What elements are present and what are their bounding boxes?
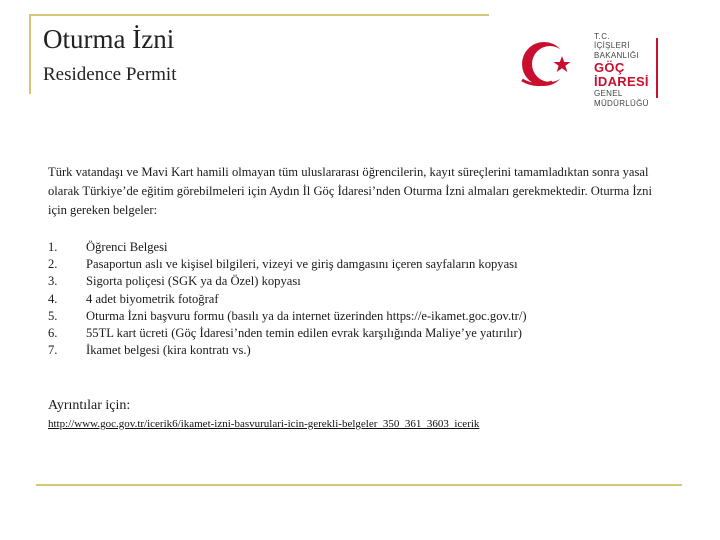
logo-line-tc: T.C. (594, 32, 611, 41)
list-item (48, 342, 688, 359)
list-item-number: 2. (48, 257, 58, 272)
list-item-text: Sigorta poliçesi (SGK ya da Özel) kopyası (86, 274, 301, 289)
list-item (48, 239, 688, 256)
page-subtitle: Residence Permit (43, 64, 177, 85)
logo-accent-bar (656, 38, 658, 98)
list-item-text: Öğrenci Belgesi (86, 240, 168, 254)
logo-line-directorate: GENEL MÜDÜRLÜĞÜ (594, 89, 649, 108)
list-item (48, 256, 688, 273)
list-item-number: 4. (48, 291, 58, 306)
frame-vertical-line (29, 14, 31, 94)
list-item-text: 4 adet biyometrik fotoğraf (86, 291, 219, 306)
goc-idaresi-logo (516, 28, 666, 108)
list-item-number: 3. (48, 274, 58, 289)
list-item-text: Oturma İzni başvuru formu (basılı ya da internet üzerinden https://e-ikamet.goc.gov.tr/) (86, 308, 527, 323)
logo-line-ministry: İÇİŞLERİ BAKANLIĞI (594, 41, 639, 60)
list-item (48, 325, 688, 342)
logo-line-goc: GÖÇ İDARESİ (594, 60, 649, 89)
list-item (48, 273, 688, 290)
list-item-text: İkamet belgesi (kira kontratı vs.) (86, 343, 251, 358)
details-label: Ayrıntılar için: (48, 398, 131, 413)
list-item-number: 5. (48, 308, 58, 323)
crescent-star-emblem-icon (516, 36, 586, 92)
list-item-number: 7. (48, 343, 58, 358)
list-item-text: Pasaportun aslı ve kişisel bilgileri, vizeyi ve giriş damgasını içeren sayfaların kopyası (86, 257, 518, 272)
details-link[interactable]: http://www.goc.gov.tr/icerik6/ikamet-izni-basvurulari-icin-gerekli-belgeler_350_361_3603_icerik (48, 418, 480, 430)
page-title: Oturma İzni (43, 24, 175, 54)
intro-paragraph: Türk vatandaşı ve Mavi Kart hamili olmayan tüm uluslararası öğrencilerin, kayıt süreçlerini tamamladıktan sonra yasal olarak Türkiye’de eğitim görebilmeleri için Aydın İl Göç İdaresi’nden Oturma İzni almaları gerekmektedir. Oturma İzni için gereken belgeler: (48, 165, 652, 217)
list-item (48, 308, 688, 325)
requirements-list (48, 239, 688, 359)
list-item-text: 55TL kart ücreti (Göç İdaresi’nden temin edilen evrak karşılığında Maliye’ye yatırılır) (86, 325, 522, 340)
frame-bottom-line (36, 484, 682, 486)
list-item (48, 291, 688, 308)
frame-top-line (29, 14, 489, 16)
list-item-number: 6. (48, 325, 58, 340)
list-item-number: 1. (48, 240, 58, 254)
